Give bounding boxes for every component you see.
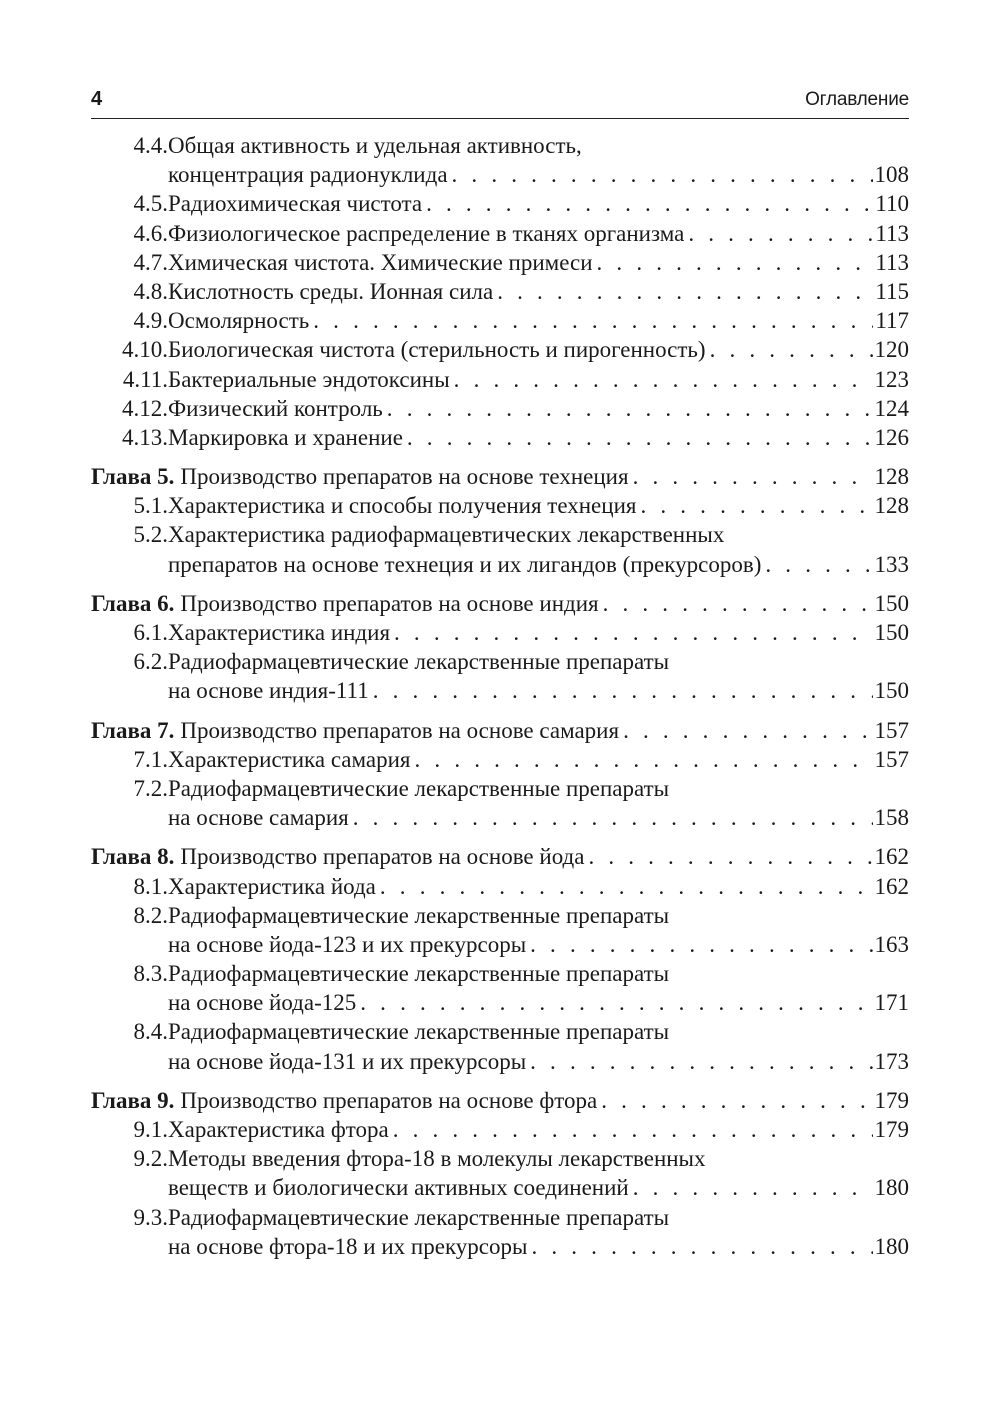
section-title-line: Характеристика самария: [168, 746, 411, 772]
toc-chapter-line: [91, 462, 909, 491]
section-number: 4.10.: [122, 337, 168, 363]
dot-leader: [526, 930, 872, 959]
section-page-number: 180: [874, 1175, 909, 1201]
section-title-line: на основе йода-123 и их прекурсоры: [168, 931, 527, 957]
dot-leader: [403, 423, 873, 452]
section-title-line: Методы введения фтора-18 в молекулы лекарственных: [168, 1146, 706, 1172]
toc-line: [91, 803, 909, 832]
toc-line: [91, 959, 909, 988]
dot-leader: [422, 189, 873, 218]
toc-line: [91, 988, 909, 1017]
toc-line: [91, 1173, 909, 1202]
dot-leader: [383, 394, 873, 423]
toc-line: [91, 219, 909, 248]
toc-chapter-entry[interactable]: [91, 589, 909, 618]
toc-section-entry[interactable]: [91, 394, 909, 423]
toc-line: [91, 647, 909, 676]
chapter-label: Глава 7.: [91, 717, 175, 743]
section-title-line: Радиофармацевтические лекарственные препараты: [168, 1019, 670, 1045]
section-page-number: 120: [874, 337, 909, 363]
section-title-line: Физиологическое распределение в тканях организма: [168, 220, 685, 246]
section-number: 6.2.: [133, 649, 168, 675]
section-text: [168, 930, 909, 959]
toc-line: [91, 248, 909, 277]
section-text: [168, 189, 909, 218]
toc-line: [91, 745, 909, 774]
section-number: 9.3.: [133, 1204, 168, 1230]
toc-section-entry[interactable]: [91, 618, 909, 647]
toc-section-entry[interactable]: [91, 872, 909, 901]
section-page-number: 110: [875, 191, 909, 217]
section-text: [168, 306, 909, 335]
dot-leader: [706, 335, 873, 364]
section-title-line: Характеристика радиофармацевтических лекарственных: [168, 522, 725, 548]
section-number: 8.2.: [133, 902, 168, 928]
toc-line: [91, 131, 909, 160]
section-number: 4.8.: [133, 278, 168, 304]
toc-chapter-entry[interactable]: [91, 1086, 909, 1115]
section-page-number: 157: [874, 746, 909, 772]
toc-line: [91, 1203, 909, 1232]
section-text: [168, 1115, 909, 1144]
section-title-line: Общая активность и удельная активность,: [168, 133, 582, 158]
chapter-label: Глава 8.: [91, 844, 175, 870]
chapter-title: Производство препаратов на основе фтора: [180, 1087, 598, 1113]
section-page-number: 123: [874, 366, 909, 392]
chapter-page-number: 179: [874, 1087, 909, 1113]
section-title-line: на основе фтора-18 и их прекурсоры: [168, 1233, 528, 1259]
toc-section-entry[interactable]: [91, 423, 909, 452]
section-text: [168, 423, 909, 452]
dot-leader: [629, 1173, 873, 1202]
toc-line: [91, 901, 909, 930]
toc-line: [91, 277, 909, 306]
section-title-line: Маркировка и хранение: [168, 424, 403, 450]
section-title-line: Характеристика индия: [168, 620, 391, 645]
dot-leader: [448, 160, 873, 189]
toc-section-entry[interactable]: [91, 745, 909, 774]
section-title-line: Характеристика и способы получения технеция: [168, 493, 637, 519]
toc-chapter-line: [91, 589, 909, 618]
toc-line: [91, 930, 909, 959]
section-text: [168, 1047, 909, 1076]
toc-line: [91, 335, 909, 364]
section-title-line: Характеристика фтора: [168, 1117, 389, 1142]
section-title-line: веществ и биологически активных соединений: [168, 1175, 629, 1201]
toc-line: [91, 1232, 909, 1261]
toc-section-entry[interactable]: [91, 306, 909, 335]
toc-line: [91, 1047, 909, 1076]
section-page-number: 150: [874, 678, 909, 704]
toc-section-entry[interactable]: [91, 959, 909, 1017]
section-page-number: 179: [874, 1117, 909, 1142]
chapter-title: Производство препаратов на основе технеция: [180, 464, 629, 490]
dot-leader: [597, 1086, 872, 1115]
dot-leader: [593, 248, 874, 277]
section-page-number: 133: [874, 551, 909, 577]
section-number: 4.9.: [133, 308, 168, 334]
toc-section-entry[interactable]: [91, 335, 909, 364]
section-title-line: препаратов на основе технеция и их лигандов (прекурсоров): [168, 551, 762, 577]
page-number: 4: [91, 88, 103, 110]
toc-chapter-entry[interactable]: [91, 842, 909, 871]
toc-section-entry[interactable]: [91, 520, 909, 578]
dot-leader: [493, 277, 873, 306]
section-text: [168, 1203, 909, 1232]
section-text: [168, 1173, 909, 1202]
section-number: 4.13.: [122, 424, 168, 450]
section-title-line: Радиохимическая чистота: [168, 191, 423, 217]
toc-chapter-line: [91, 1086, 909, 1115]
section-title-line: на основе йода-131 и их прекурсоры: [168, 1048, 527, 1074]
toc-line: [91, 676, 909, 705]
section-page-number: 126: [874, 424, 909, 450]
section-page-number: 171: [874, 990, 909, 1016]
toc-chapter-entry[interactable]: [91, 462, 909, 491]
chapter-page-number: 150: [874, 590, 909, 616]
dot-leader: [527, 1232, 872, 1261]
section-text: [168, 959, 909, 988]
dot-leader: [619, 716, 872, 745]
running-title: Оглавление: [805, 89, 909, 110]
toc-line: [91, 1144, 909, 1173]
toc-line: [91, 1115, 909, 1144]
chapter-page-number: 157: [874, 717, 909, 743]
running-header: [91, 86, 909, 119]
toc-line: [91, 365, 909, 394]
dot-leader: [599, 589, 873, 618]
toc-section-entry[interactable]: [91, 365, 909, 394]
section-title-line: Биологическая чистота (стерильность и пирогенность): [168, 337, 706, 363]
section-title-line: Радиофармацевтические лекарственные препараты: [168, 902, 670, 928]
section-number: 4.11.: [122, 366, 168, 392]
toc-section-entry[interactable]: [91, 491, 909, 520]
section-text: [168, 676, 909, 705]
section-number: 4.12.: [122, 395, 168, 421]
dot-leader: [376, 872, 873, 901]
section-number: 7.2.: [133, 775, 168, 801]
section-text: [168, 803, 909, 832]
section-text: [168, 774, 909, 803]
section-text: [168, 618, 909, 647]
chapter-label: Глава 5.: [91, 464, 175, 490]
dot-leader: [411, 745, 873, 774]
toc-line: [91, 1017, 909, 1046]
toc-line: [91, 394, 909, 423]
section-text: [168, 248, 909, 277]
section-title-line: Радиофармацевтические лекарственные препараты: [168, 1204, 670, 1230]
section-title-line: Физический контроль: [168, 395, 383, 421]
section-text: [168, 872, 909, 901]
toc-section-entry[interactable]: [91, 189, 909, 218]
toc-section-entry[interactable]: [91, 1203, 909, 1261]
section-text: [168, 1017, 909, 1046]
dot-leader: [390, 618, 872, 647]
section-text: [168, 550, 909, 579]
section-page-number: 113: [875, 220, 909, 246]
toc-section-entry[interactable]: [91, 248, 909, 277]
section-title-line: Химическая чистота. Химические примеси: [168, 249, 593, 275]
toc-line: [91, 189, 909, 218]
dot-leader: [349, 803, 873, 832]
dot-leader: [684, 219, 873, 248]
toc-section-entry[interactable]: [91, 1144, 909, 1202]
section-number: 7.1.: [133, 746, 168, 772]
section-number: 4.5.: [133, 191, 168, 217]
section-text: [168, 491, 909, 520]
toc-line: [91, 491, 909, 520]
section-number: 9.1.: [133, 1117, 168, 1142]
toc-section-entry[interactable]: [91, 277, 909, 306]
section-title-line: Характеристика йода: [168, 873, 376, 899]
section-number: 4.7.: [133, 249, 168, 275]
section-page-number: 117: [875, 308, 909, 334]
dot-leader: [629, 462, 873, 491]
section-text: [168, 219, 909, 248]
toc-line: [91, 160, 909, 189]
section-title-line: на основе индия-111: [168, 678, 369, 704]
section-page-number: 108: [874, 162, 909, 188]
section-text: [168, 520, 909, 549]
chapter-title: Производство препаратов на основе самария: [180, 717, 620, 743]
section-page-number: 163: [874, 931, 909, 957]
dot-leader: [450, 365, 873, 394]
section-number: 4.4.: [133, 133, 168, 158]
chapter-label: Глава 6.: [91, 590, 175, 616]
section-number: 6.1.: [133, 620, 168, 645]
section-number: 4.6.: [133, 220, 168, 246]
section-title-line: на основе йода-125: [168, 990, 357, 1016]
section-text: [168, 365, 909, 394]
dot-leader: [309, 306, 873, 335]
toc-section-entry[interactable]: [91, 219, 909, 248]
section-text: [168, 1144, 909, 1173]
toc-section-entry[interactable]: [91, 647, 909, 705]
chapter-label: Глава 9.: [91, 1087, 175, 1113]
section-text: [168, 160, 909, 189]
section-text: [168, 335, 909, 364]
section-page-number: 124: [874, 395, 909, 421]
section-number: 8.3.: [133, 961, 168, 987]
section-title-line: на основе самария: [168, 805, 349, 831]
section-page-number: 162: [874, 873, 909, 899]
section-text: [168, 1232, 909, 1261]
section-text: [168, 394, 909, 423]
section-page-number: 173: [874, 1048, 909, 1074]
section-text: [168, 901, 909, 930]
toc-chapter-line: [91, 842, 909, 871]
section-title-line: концентрация радионуклида: [168, 162, 448, 188]
section-title-line: Бактериальные эндотоксины: [168, 366, 450, 392]
toc-line: [91, 774, 909, 803]
section-title-line: Осмолярность: [168, 308, 310, 334]
dot-leader: [389, 1115, 873, 1144]
toc-line: [91, 872, 909, 901]
toc-section-entry[interactable]: [91, 901, 909, 959]
dot-leader: [584, 842, 872, 871]
section-page-number: 158: [874, 805, 909, 831]
toc-line: [91, 306, 909, 335]
section-text: [168, 647, 909, 676]
toc-chapter-entry[interactable]: [91, 716, 909, 745]
toc-section-entry[interactable]: [91, 774, 909, 832]
dot-leader: [526, 1047, 872, 1076]
section-title-line: Радиофармацевтические лекарственные препараты: [168, 775, 670, 801]
toc-line: [91, 423, 909, 452]
section-text: [168, 745, 909, 774]
dot-leader: [761, 550, 872, 579]
dot-leader: [369, 676, 873, 705]
section-text: [168, 988, 909, 1017]
toc-section-entry[interactable]: [91, 1115, 909, 1144]
toc-line: [91, 520, 909, 549]
section-text: [168, 277, 909, 306]
chapter-title: Производство препаратов на основе индия: [180, 590, 599, 616]
toc-line: [91, 618, 909, 647]
section-page-number: 128: [874, 493, 909, 519]
chapter-title: Производство препаратов на основе йода: [180, 844, 585, 870]
table-of-contents: [91, 131, 909, 1261]
dot-leader: [636, 491, 872, 520]
section-number: 9.2.: [133, 1146, 168, 1172]
section-title-line: Радиофармацевтические лекарственные препараты: [168, 649, 670, 675]
section-number: 8.1.: [133, 873, 168, 899]
section-title-line: Радиофармацевтические лекарственные препараты: [168, 961, 670, 987]
dot-leader: [356, 988, 872, 1017]
toc-line: [91, 550, 909, 579]
toc-chapter-line: [91, 716, 909, 745]
toc-section-entry[interactable]: [91, 131, 909, 189]
chapter-page-number: 128: [874, 464, 909, 490]
section-page-number: 150: [874, 620, 909, 645]
section-page-number: 180: [874, 1233, 909, 1259]
section-number: 5.1.: [133, 493, 168, 519]
section-text: [168, 131, 909, 160]
section-number: 8.4.: [133, 1019, 168, 1045]
section-page-number: 115: [875, 278, 909, 304]
toc-section-entry[interactable]: [91, 1017, 909, 1075]
section-title-line: Кислотность среды. Ионная сила: [168, 278, 494, 304]
section-number: 5.2.: [133, 522, 168, 548]
chapter-page-number: 162: [874, 844, 909, 870]
section-page-number: 113: [875, 249, 909, 275]
